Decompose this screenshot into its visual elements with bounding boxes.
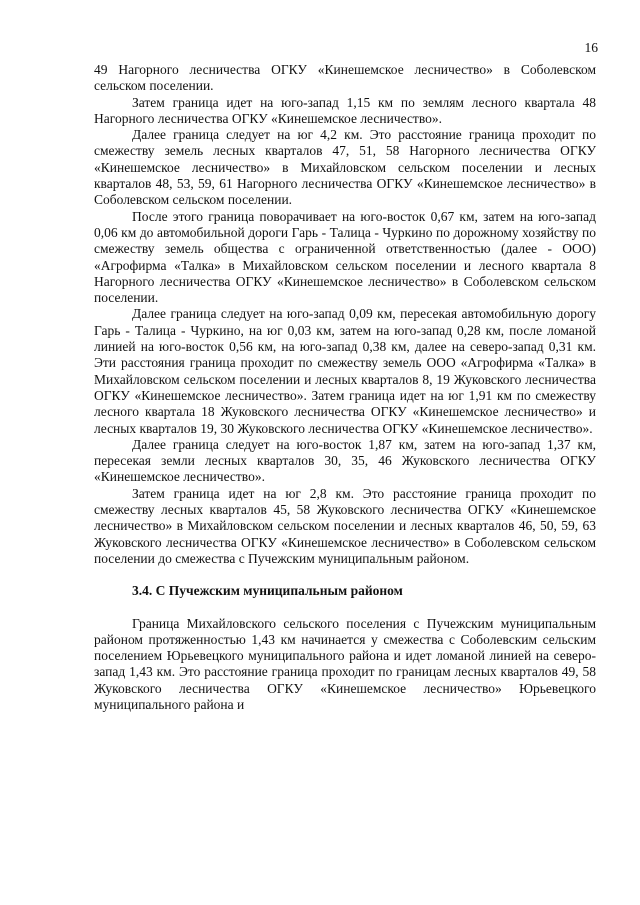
paragraph: Далее граница следует на юго-запад 0,09 км, пересекая автомобильную дорогу Гарь - Талица - Чуркино, на юг 0,03 км, затем на юго-запад 0,28 км, после ломаной линией на юго-восток 0,56 км, на юго-запад 0,38 км, далее на северо-запад 0,31 км. Эти расстояния граница проходит по смежеству земель ООО «Агрофирма «Талка» в Михайловском сельском поселении и лесных кварталов 8, 19 Жуковского лесничества ОГКУ «Кинешемское лесничество». Затем граница идет на юг 1,91 км по смежеству лесного квартала 18 Жуковского лесничества ОГКУ «Кинешемское лесничество» и лесных кварталов 19, 30 Жуковского лесничества ОГКУ «Кинешемское лесничество». (94, 306, 596, 436)
paragraph: Затем граница идет на юго-запад 1,15 км по землям лесного квартала 48 Нагорного лесничества ОГКУ «Кинешемское лесничество». (94, 94, 596, 126)
paragraph: Затем граница идет на юг 2,8 км. Это расстояние граница проходит по смежеству лесных кварталов 45, 58 Жуковского лесничества ОГКУ «Кинешемское лесничество» в Михайловском сельском поселении и лесных кварталов 46, 50, 59, 63 Жуковского лесничества ОГКУ «Кинешемское лесничество» в Соболевском сельском поселении до смежества с Пучежским муниципальным районом. (94, 485, 596, 566)
paragraph: После этого граница поворачивает на юго-восток 0,67 км, затем на юго-запад 0,06 км до автомобильной дороги Гарь - Талица - Чуркино по дорожному хозяйству по смежеству земель общества с ограниченной ответственностью (далее - ООО) «Агрофирма «Талка» в Михайловском сельском поселении и лесного квартала 8 Нагорного лесничества ОГКУ «Кинешемское лесничество» в Соболевском сельском поселении. (94, 208, 596, 306)
paragraph: Граница Михайловского сельского поселения с Пучежским муниципальным районом протяженностью 1,43 км начинается у смежества с Соболевским сельским поселением Юрьевецкого муниципального района и идет ломаной линией на северо-запад 1,43 км. Это расстояние граница проходит по границам лесных кварталов 49, 58 Жуковского лесничества ОГКУ «Кинешемское лесничество» Юрьевецкого муниципального района и (94, 615, 596, 712)
document-body (94, 62, 596, 713)
paragraph: Далее граница следует на юго-восток 1,87 км, затем на юго-запад 1,37 км, пересекая земли лесных кварталов 30, 35, 46 Жуковского лесничества ОГКУ «Кинешемское лесничество». (94, 436, 596, 485)
page-number: 16 (584, 40, 598, 55)
paragraph: Далее граница следует на юг 4,2 км. Это расстояние граница проходит по смежеству земель лесных кварталов 47, 51, 58 Нагорного лесничества ОГКУ «Кинешемское лесничество» в Михайловском сельском поселении и лесных кварталов 48, 53, 59, 61 Нагорного лесничества ОГКУ «Кинешемское лесничество» в Соболевском сельском поселении. (94, 127, 596, 208)
paragraph-continuation: 49 Нагорного лесничества ОГКУ «Кинешемское лесничество» в Соболевском сельском поселении. (94, 62, 596, 94)
section-heading: 3.4. С Пучежским муниципальным районом (132, 583, 403, 599)
